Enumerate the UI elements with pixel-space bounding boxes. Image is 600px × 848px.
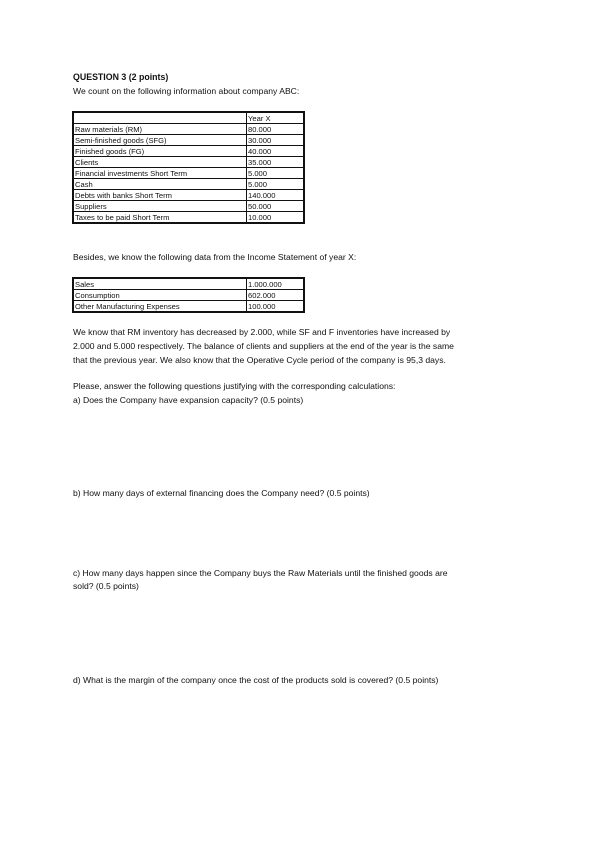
instructions: Please, answer the following questions justifying with the corresponding calculations: (73, 381, 396, 391)
question-title: QUESTION 3 (2 points) (73, 72, 169, 82)
table-row (73, 278, 304, 290)
row-value: 80.000 (247, 124, 305, 135)
table-row (73, 201, 304, 212)
row-label: Clients (73, 157, 247, 168)
question-c-line-2: sold? (0.5 points) (73, 581, 139, 591)
table-row (73, 212, 304, 224)
row-value: 5.000 (247, 168, 305, 179)
row-label: Consumption (73, 290, 247, 301)
row-value: 10.000 (247, 212, 305, 224)
row-label: Suppliers (73, 201, 247, 212)
table-row (73, 179, 304, 190)
row-value: 1.000.000 (247, 278, 305, 290)
row-value: 100.000 (247, 301, 305, 313)
question-intro: We count on the following information about company ABC: (73, 86, 300, 96)
row-label: Semi-finished goods (SFG) (73, 135, 247, 146)
row-value: 602.000 (247, 290, 305, 301)
question-d: d) What is the margin of the company once the cost of the products sold is covered? (0.5 points) (73, 675, 439, 685)
row-value: 35.000 (247, 157, 305, 168)
table-row (73, 190, 304, 201)
question-c-line-1: c) How many days happen since the Company buys the Raw Materials until the finished goods are (73, 568, 448, 578)
table-row (73, 290, 304, 301)
row-label: Cash (73, 179, 247, 190)
row-label: Taxes to be paid Short Term (73, 212, 247, 224)
paragraph-line-3: that the previous year. We also know that the Operative Cycle period of the company is 95,3 days. (73, 355, 446, 365)
row-label: Other Manufacturing Expenses (73, 301, 247, 313)
row-value: 50.000 (247, 201, 305, 212)
table-row (73, 157, 304, 168)
question-a: a) Does the Company have expansion capacity? (0.5 points) (73, 395, 304, 405)
row-label: Debts with banks Short Term (73, 190, 247, 201)
row-value: 40.000 (247, 146, 305, 157)
income-table (72, 277, 305, 313)
balance-table-corner (73, 112, 247, 124)
balance-table (72, 111, 305, 224)
row-value: 5.000 (247, 179, 305, 190)
table-row (73, 301, 304, 313)
balance-table-header: Year X (247, 112, 305, 124)
income-intro: Besides, we know the following data from the Income Statement of year X: (73, 252, 357, 262)
row-label: Raw materials (RM) (73, 124, 247, 135)
table-row (73, 168, 304, 179)
row-value: 140.000 (247, 190, 305, 201)
question-b: b) How many days of external financing does the Company need? (0.5 points) (73, 488, 370, 498)
balance-table-header-row (73, 112, 304, 124)
row-label: Financial investments Short Term (73, 168, 247, 179)
row-label: Sales (73, 278, 247, 290)
table-row (73, 135, 304, 146)
row-value: 30.000 (247, 135, 305, 146)
row-label: Finished goods (FG) (73, 146, 247, 157)
paragraph-line-1: We know that RM inventory has decreased by 2.000, while SF and F inventories have increased by (73, 327, 451, 337)
table-row (73, 146, 304, 157)
paragraph-line-2: 2.000 and 5.000 respectively. The balance of clients and suppliers at the end of the year is the same (73, 341, 454, 351)
table-row (73, 124, 304, 135)
